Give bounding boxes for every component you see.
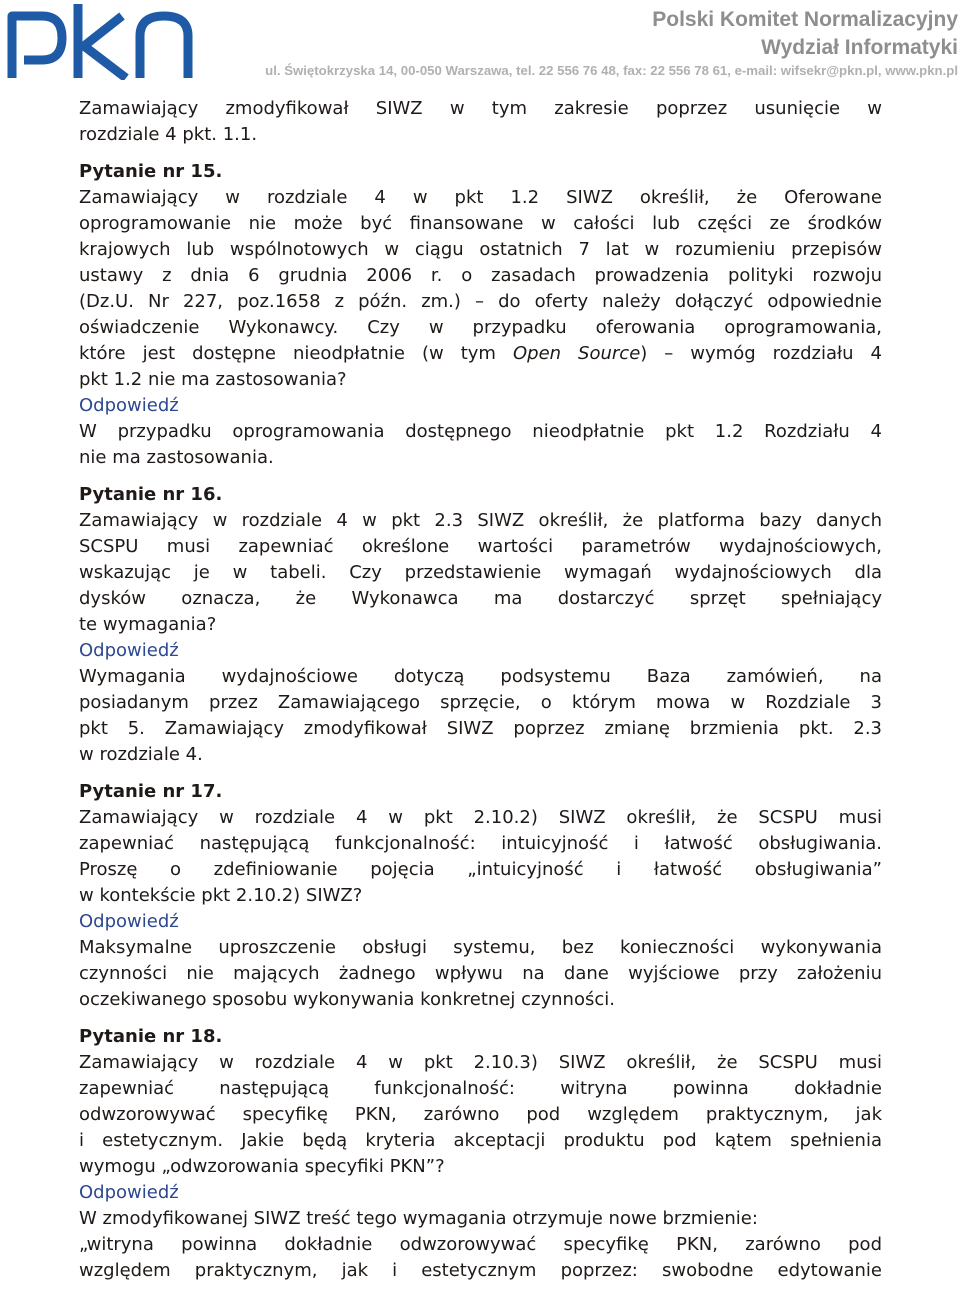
text-segment: które jest dostępne nieodpłatnie (w tym	[79, 343, 513, 364]
question-text-15	[79, 185, 882, 393]
answer-text-17	[79, 935, 882, 1013]
text-line: zapewniać następującą funkcjonalność: intuicyjność i łatwość obsługiwania.	[79, 833, 882, 854]
question-heading-18: Pytanie nr 18.	[79, 1026, 223, 1047]
text-line	[79, 341, 882, 367]
text-line: oświadczenie Wykonawcy. Czy w przypadku oferowania oprogramowania,	[79, 317, 882, 338]
text-line: pkt 1.2 nie ma zastosowania?	[79, 369, 347, 390]
text-line: W zmodyfikowanej SIWZ treść tego wymagania otrzymuje nowe brzmienie:	[79, 1208, 758, 1229]
text-line: Zamawiający w rozdziale 4 w pkt 2.10.3) SIWZ określił, że SCSPU musi	[79, 1052, 882, 1073]
text-line: Zamawiający w rozdziale 4 w pkt 2.10.2) SIWZ określił, że SCSPU musi	[79, 807, 882, 828]
pkn-logo-icon	[6, 2, 206, 80]
text-segment: ) – wymóg rozdziału 4	[640, 343, 883, 364]
text-line: pkt 5. Zamawiający zmodyfikował SIWZ poprzez zmianę brzmienia pkt. 2.3	[79, 718, 882, 739]
text-line: Proszę o zdefiniowanie pojęcia „intuicyjność i łatwość obsługiwania”	[79, 859, 882, 880]
text-line: oprogramowanie nie może być finansowane w całości lub części ze środków	[79, 213, 882, 234]
answer-text-16	[79, 664, 882, 768]
text-line: te wymagania?	[79, 614, 217, 635]
text-line: „witryna powinna dokładnie odwzorowywać specyfikę PKN, zarówno pod	[79, 1234, 882, 1255]
answer-label-17: Odpowiedź	[79, 911, 179, 932]
answer-text-18	[79, 1206, 882, 1284]
question-text-17	[79, 805, 882, 909]
text-line: Zamawiający w rozdziale 4 w pkt 1.2 SIWZ określił, że Oferowane	[79, 187, 882, 208]
text-line: względem praktycznym, jak i estetycznym poprzez: swobodne edytowanie	[79, 1260, 882, 1281]
text-line: czynności nie mających żadnego wpływu na dane wyjściowe przy założeniu	[79, 963, 882, 984]
text-line: rozdziale 4 pkt. 1.1.	[79, 124, 258, 145]
question-heading-17: Pytanie nr 17.	[79, 781, 223, 802]
answer-label-15: Odpowiedź	[79, 395, 179, 416]
text-line: ustawy z dnia 6 grudnia 2006 r. o zasadach prowadzenia polityki rozwoju	[79, 265, 882, 286]
text-line: SCSPU musi zapewniać określone wartości parametrów wydajnościowych,	[79, 536, 882, 557]
text-line: zapewniać następującą funkcjonalność: witryna powinna dokładnie	[79, 1078, 882, 1099]
text-line: wymogu „odwzorowania specyfiki PKN”?	[79, 1156, 445, 1177]
answer-label-18: Odpowiedź	[79, 1182, 179, 1203]
text-line: (Dz.U. Nr 227, poz.1658 z późn. zm.) – do oferty należy dołączyć odpowiednie	[79, 291, 882, 312]
pkn-logo	[6, 2, 206, 80]
text-line: Zamawiający w rozdziale 4 w pkt 2.3 SIWZ określił, że platforma bazy danych	[79, 510, 882, 531]
text-line: W przypadku oprogramowania dostępnego nieodpłatnie pkt 1.2 Rozdziału 4	[79, 421, 882, 442]
text-line: nie ma zastosowania.	[79, 447, 274, 468]
text-line: odwzorowywać specyfikę PKN, zarówno pod względem praktycznym, jak	[79, 1104, 882, 1125]
answer-text-15	[79, 419, 882, 471]
letterhead	[0, 0, 960, 82]
department-name: Wydział Informatyki	[761, 36, 958, 59]
answer-label-16: Odpowiedź	[79, 640, 179, 661]
text-line: Zamawiający zmodyfikował SIWZ w tym zakresie poprzez usunięcie w	[79, 98, 882, 119]
text-line: Wymagania wydajnościowe dotyczą podsystemu Baza zamówień, na	[79, 666, 882, 687]
text-line: dysków oznacza, że Wykonawca ma dostarczyć sprzęt spełniający	[79, 588, 882, 609]
question-heading-16: Pytanie nr 16.	[79, 484, 223, 505]
intro-paragraph	[79, 96, 882, 148]
organization-name: Polski Komitet Normalizacyjny	[652, 8, 958, 31]
text-line: oczekiwanego sposobu wykonywania konkretnej czynności.	[79, 989, 615, 1010]
text-line: wskazując je w tabeli. Czy przedstawienie wymagań wydajnościowych dla	[79, 562, 882, 583]
text-line: w kontekście pkt 2.10.2) SIWZ?	[79, 885, 363, 906]
question-text-18	[79, 1050, 882, 1180]
document-body	[79, 96, 882, 1284]
text-line: posiadanym przez Zamawiającego sprzęcie, o którym mowa w Rozdziale 3	[79, 692, 882, 713]
question-text-16	[79, 508, 882, 638]
text-line: Maksymalne uproszczenie obsługi systemu, bez konieczności wykonywania	[79, 937, 882, 958]
text-line: krajowych lub wspólnotowych w ciągu ostatnich 7 lat w rozumieniu przepisów	[79, 239, 882, 260]
text-line: i estetycznym. Jakie będą kryteria akceptacji produktu pod kątem spełnienia	[79, 1130, 882, 1151]
question-heading-15: Pytanie nr 15.	[79, 161, 223, 182]
text-line: w rozdziale 4.	[79, 744, 203, 765]
contact-address: ul. Świętokrzyska 14, 00-050 Warszawa, tel. 22 556 76 48, fax: 22 556 78 61, e-mail: wifsekr@pkn.pl, www.pkn.pl	[265, 63, 958, 78]
italic-term: Open Source	[512, 343, 641, 364]
